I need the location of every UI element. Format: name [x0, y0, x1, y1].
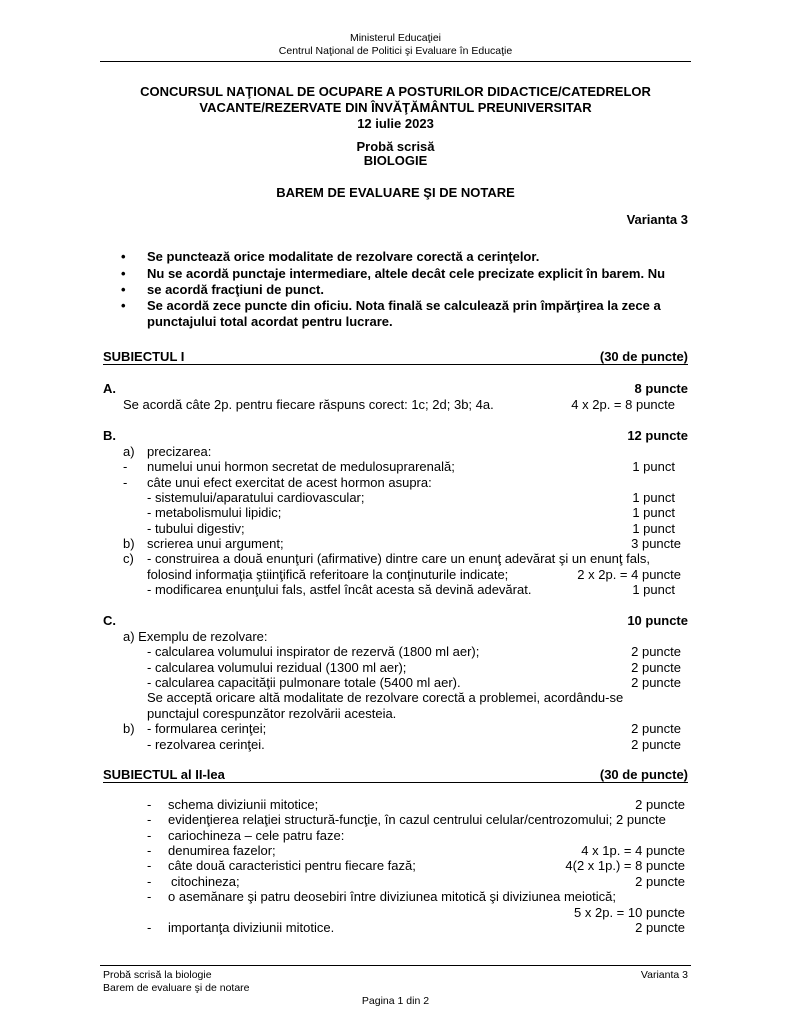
part-c-line: - calcularea volumului inspirator de rezervă (1800 ml aer); [147, 644, 480, 659]
dash: - [147, 843, 152, 858]
line-points: 1 punct [632, 459, 675, 474]
item-marker: a) [123, 444, 135, 459]
dash: - [123, 475, 128, 490]
dash: - [147, 874, 152, 889]
section-2-line: denumirea fazelor; [168, 843, 276, 858]
bullet: • [121, 298, 126, 313]
line-points: 2 puncte [635, 874, 685, 889]
part-a-label: A. [103, 381, 116, 396]
line-points: 2 puncte [635, 920, 685, 935]
title-date: 12 iulie 2023 [357, 116, 434, 131]
line-points: 2 x 2p. = 4 puncte [577, 567, 681, 582]
section-2-line: cariochineza – cele patru faze: [168, 828, 345, 843]
part-b-line: câte unui efect exercitat de acest hormon asupra: [147, 475, 432, 490]
dash: - [147, 812, 152, 827]
line-points: 2 puncte [631, 721, 681, 736]
header-ministry: Ministerul Educaţiei [349, 32, 442, 44]
footer-barem: Barem de evaluare şi de notare [103, 982, 250, 994]
part-a-score: 4 x 2p. = 8 puncte [571, 397, 675, 412]
bullet: • [121, 266, 126, 281]
line-points: 1 punct [632, 521, 675, 536]
line-points: 1 punct [632, 582, 675, 597]
title-subject: BIOLOGIE [363, 153, 428, 168]
line-points: 2 puncte [631, 660, 681, 675]
dash: - [147, 797, 152, 812]
part-c-line: - calcularea capacităţii pulmonare totale (5400 ml aer). [147, 675, 461, 690]
dash: - [147, 858, 152, 873]
section-2-line: evidenţierea relaţiei structură-funcţie, în cazul centrului celular/centrozomului; 2 puncte [168, 812, 666, 827]
part-b-line: folosind informaţia ştiinţifică referitoare la conţinuturile indicate; [147, 567, 509, 582]
line-points: 2 puncte [635, 797, 685, 812]
line-points: 1 punct [632, 490, 675, 505]
part-a-text: Se acordă câte 2p. pentru fiecare răspuns corect: 1c; 2d; 3b; 4a. [123, 397, 494, 412]
footer-variant: Varianta 3 [640, 969, 688, 981]
rule-2: Nu se acordă punctaje intermediare, altele decât cele precizate explicit în barem. Nu [147, 266, 666, 281]
title-line-1: CONCURSUL NAŢIONAL DE OCUPARE A POSTURILOR DIDACTICE/CATEDRELOR [140, 84, 651, 99]
part-a-points: 8 puncte [634, 381, 688, 396]
part-b-line: numelui unui hormon secretat de medulosuprarenală; [147, 459, 455, 474]
line-points: 4(2 x 1p.) = 8 puncte [565, 858, 685, 873]
part-b-line: - tubului digestiv; [147, 521, 245, 536]
section-1-points: (30 de puncte) [599, 349, 688, 364]
title-line-2: VACANTE/REZERVATE DIN ÎNVĂŢĂMÂNTUL PREUNIVERSITAR [199, 100, 592, 115]
part-b-line: - metabolismului lipidic; [147, 505, 282, 520]
title-variant: Varianta 3 [626, 212, 688, 227]
section-1-underline [103, 364, 688, 365]
dash: - [123, 459, 128, 474]
line-points: 4 x 1p. = 4 puncte [581, 843, 685, 858]
section-2-line: citochineza; [171, 874, 240, 889]
line-points: 1 punct [632, 505, 675, 520]
item-marker: c) [123, 551, 134, 566]
part-c-line: - formularea cerinţei; [147, 721, 267, 736]
section-2-line: câte două caracteristici pentru fiecare fază; [168, 858, 416, 873]
part-c-points: 10 puncte [627, 613, 688, 628]
line-points: 3 puncte [631, 536, 681, 551]
item-marker: b) [123, 536, 135, 551]
line-points: 2 puncte [631, 644, 681, 659]
section-2-points: (30 de puncte) [599, 767, 688, 782]
bullet: • [121, 282, 126, 297]
header-center: Centrul Naţional de Politici şi Evaluare în Educaţie [278, 45, 513, 57]
part-b-label: B. [103, 428, 116, 443]
rule-4b: punctajului total acordat pentru lucrare. [147, 314, 393, 329]
rule-4a: Se acordă zece puncte din oficiu. Nota finală se calculează prin împărţirea la zece a [147, 298, 661, 313]
section-2-underline [103, 782, 688, 783]
bullet: • [121, 249, 126, 264]
part-b-line: - modificarea enunţului fals, astfel încât acesta să devină adevărat. [147, 582, 532, 597]
section-2-line: o asemănare şi patru deosebiri între diviziunea mitotică şi diviziunea meiotică; [168, 889, 616, 904]
part-c-note: Se acceptă oricare altă modalitate de rezolvare corectă a problemei, acordându-se [147, 690, 624, 705]
part-b-line: scrierea unui argument; [147, 536, 284, 551]
part-b-line: - construirea a două enunţuri (afirmative) dintre care un enunţ adevărat şi un enunţ fals, [147, 551, 650, 566]
line-points: 5 x 2p. = 10 puncte [574, 905, 685, 920]
part-c-line: a) Exemplu de rezolvare: [123, 629, 268, 644]
footer-divider [100, 965, 691, 966]
part-c-note: punctajul corespunzător rezolvării acesteia. [147, 706, 397, 721]
header-divider [100, 61, 691, 62]
part-b-line: - sistemului/aparatului cardiovascular; [147, 490, 365, 505]
title-proba: Probă scrisă [356, 139, 435, 154]
line-points: 2 puncte [631, 675, 681, 690]
title-barem: BAREM DE EVALUARE ŞI DE NOTARE [276, 185, 515, 200]
section-2-line: schema diviziunii mitotice; [168, 797, 319, 812]
rule-1: Se punctează orice modalitate de rezolvare corectă a cerinţelor. [147, 249, 540, 264]
dash: - [147, 828, 152, 843]
part-c-line: - rezolvarea cerinţei. [147, 737, 265, 752]
dash: - [147, 889, 152, 904]
part-c-label: C. [103, 613, 116, 628]
dash: - [147, 920, 152, 935]
section-1-title: SUBIECTUL I [103, 349, 185, 364]
footer-exam: Probă scrisă la biologie [103, 969, 212, 981]
line-points: 2 puncte [631, 737, 681, 752]
item-marker: b) [123, 721, 135, 736]
part-b-a-text: precizarea: [147, 444, 212, 459]
rule-3: se acordă fracţiuni de punct. [147, 282, 324, 297]
section-2-title: SUBIECTUL al II-lea [103, 767, 225, 782]
page-number: Pagina 1 din 2 [361, 995, 430, 1007]
part-c-line: - calcularea volumului rezidual (1300 ml aer); [147, 660, 407, 675]
section-2-line: importanţa diviziunii mitotice. [168, 920, 335, 935]
part-b-points: 12 puncte [627, 428, 688, 443]
